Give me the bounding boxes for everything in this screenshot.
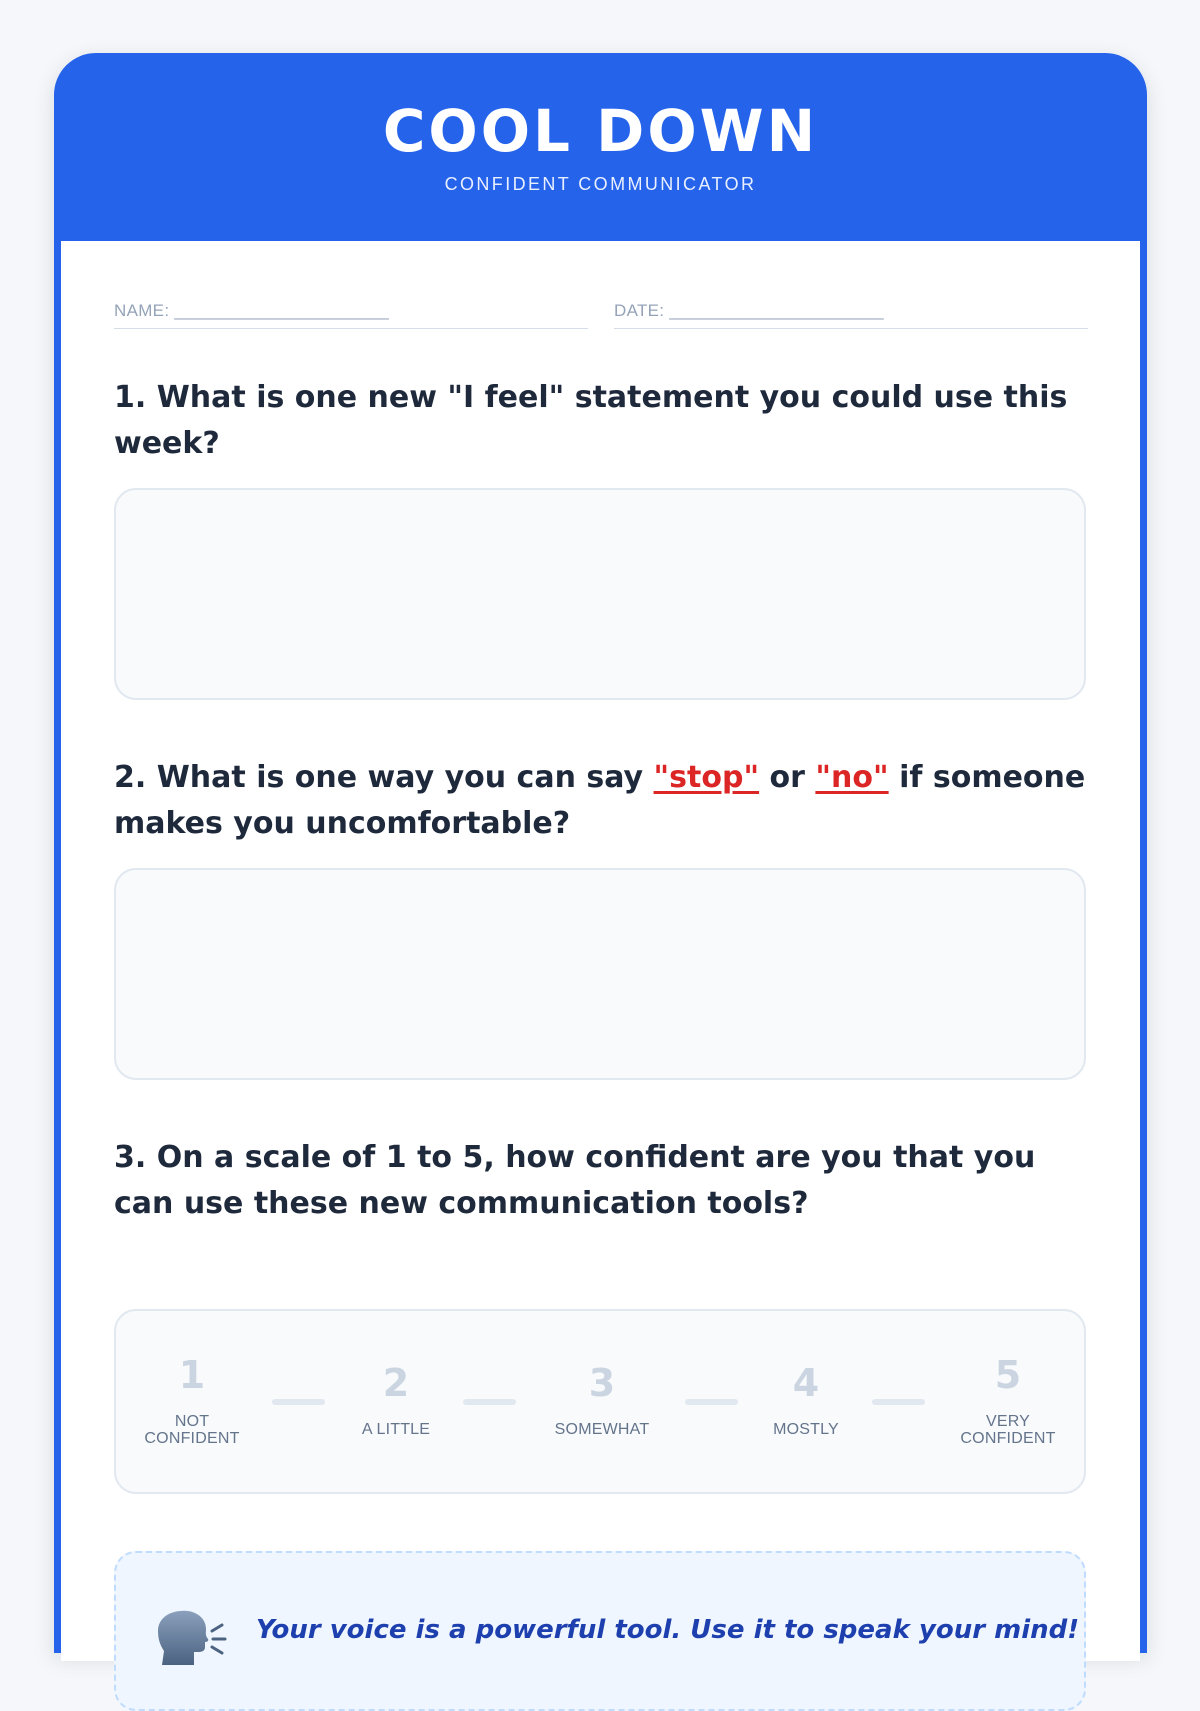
scale-option-3[interactable] bbox=[542, 1363, 662, 1438]
question-2-text-start: 2. What is one way you can say bbox=[114, 760, 654, 795]
encouragement-tip bbox=[114, 1551, 1086, 1711]
scale-label: A LITTLE bbox=[361, 1421, 431, 1438]
worksheet-header bbox=[54, 53, 1147, 241]
scale-number: 5 bbox=[994, 1353, 1022, 1397]
worksheet-body bbox=[61, 241, 1140, 1661]
question-3: 3. On a scale of 1 to 5, how confident are you that you can use these new communication tools? bbox=[114, 1140, 1036, 1221]
scale-label: SOMEWHAT bbox=[554, 1421, 650, 1438]
scale-number: 1 bbox=[178, 1353, 206, 1397]
scale-connector bbox=[463, 1399, 516, 1405]
scale-option-5[interactable] bbox=[948, 1355, 1068, 1447]
confidence-scale bbox=[114, 1309, 1086, 1494]
question-2 bbox=[114, 755, 1094, 847]
scale-option-1[interactable] bbox=[132, 1355, 252, 1447]
question-1: 1. What is one new "I feel" statement you could use this week? bbox=[114, 380, 1068, 461]
scale-option-2[interactable] bbox=[336, 1363, 456, 1438]
scale-label: NOT CONFIDENT bbox=[144, 1413, 240, 1447]
answer-box-2[interactable] bbox=[114, 868, 1086, 1080]
question-2-text-or: or bbox=[759, 760, 816, 795]
highlight-stop: "stop" bbox=[653, 760, 760, 795]
scale-number: 3 bbox=[588, 1361, 616, 1405]
question-2-text-end: if someone makes you uncomfortable? bbox=[114, 760, 1086, 841]
speaking-head-icon bbox=[158, 1607, 228, 1667]
page-subtitle: CONFIDENT COMMUNICATOR bbox=[444, 174, 757, 194]
scale-label: VERY CONFIDENT bbox=[960, 1413, 1056, 1447]
scale-connector bbox=[872, 1399, 925, 1405]
date-field[interactable]: DATE: ______________________ bbox=[614, 301, 1088, 329]
name-field[interactable]: NAME: ______________________ bbox=[114, 301, 588, 329]
scale-option-4[interactable] bbox=[746, 1363, 866, 1438]
worksheet-card bbox=[54, 53, 1147, 1653]
answer-box-1[interactable] bbox=[114, 488, 1086, 700]
highlight-no: "no" bbox=[815, 760, 889, 795]
scale-connector bbox=[272, 1399, 325, 1405]
scale-number: 4 bbox=[792, 1361, 820, 1405]
scale-label: MOSTLY bbox=[773, 1421, 839, 1438]
scale-connector bbox=[685, 1399, 738, 1405]
page-title: COOL DOWN bbox=[382, 97, 819, 165]
tip-text: Your voice is a powerful tool. Use it to speak your mind! bbox=[256, 1615, 1080, 1645]
scale-number: 2 bbox=[382, 1361, 410, 1405]
